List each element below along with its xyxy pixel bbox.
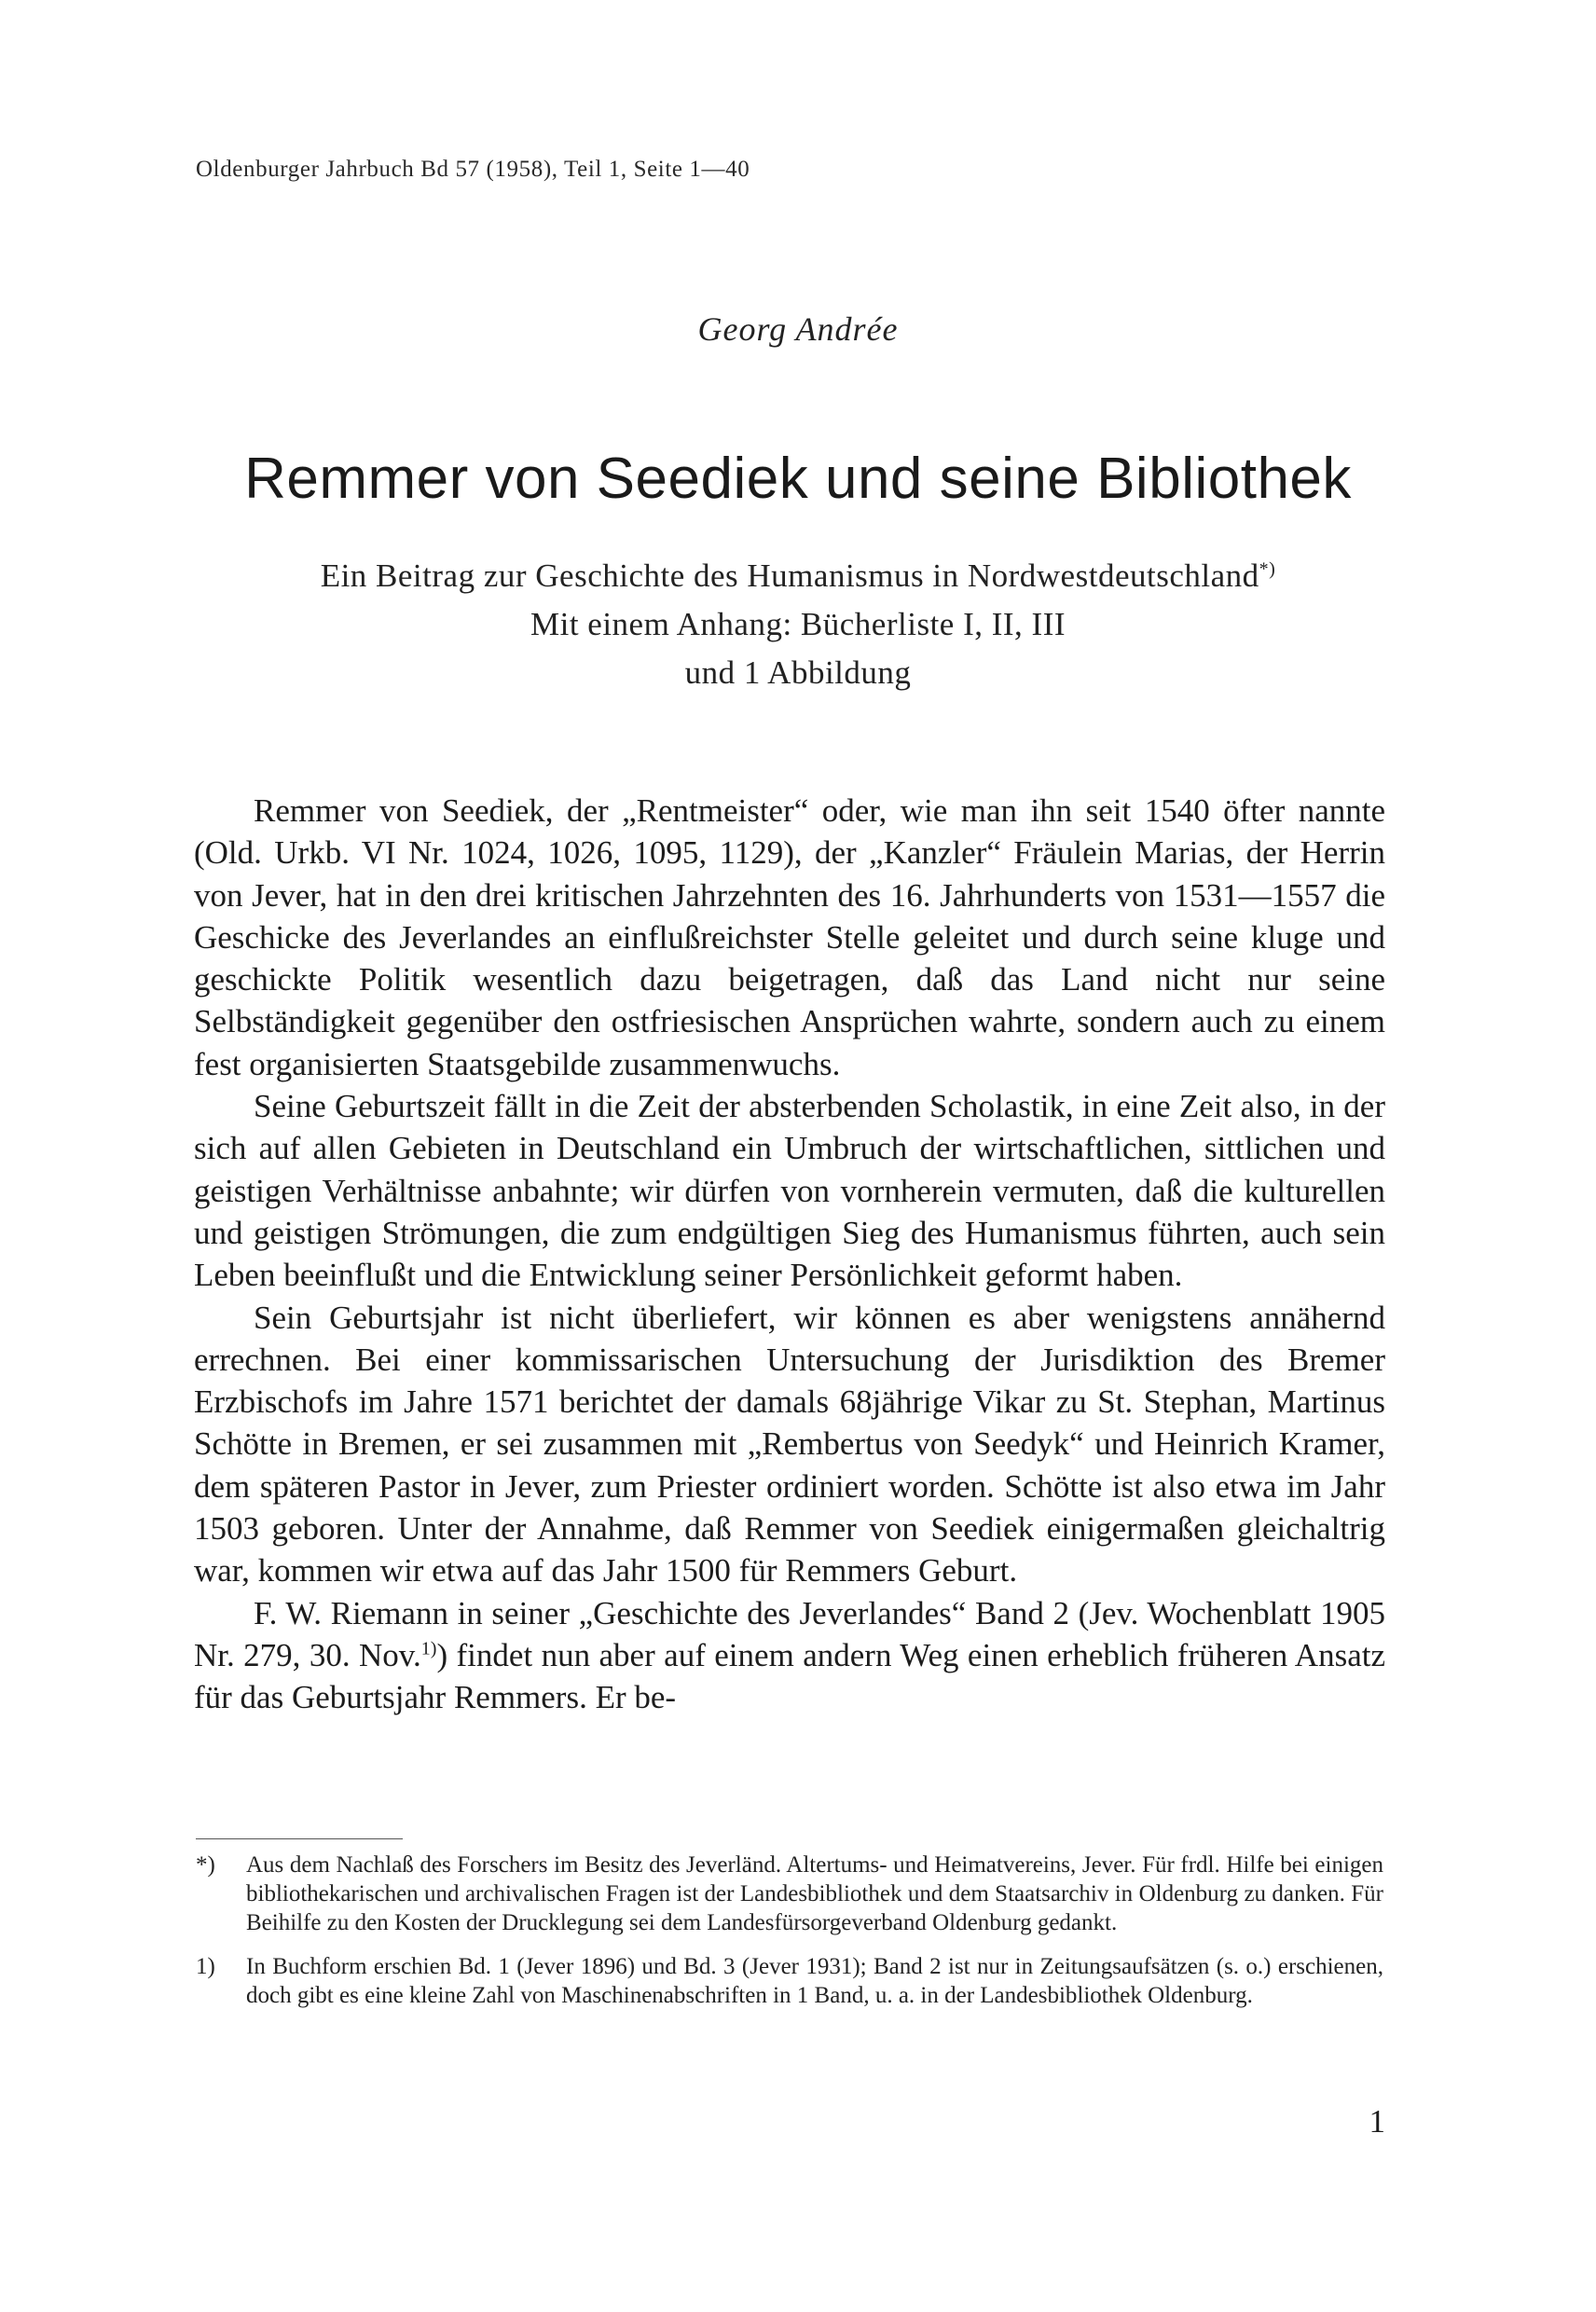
subtitle-line-3: und 1 Abbildung [684, 654, 912, 691]
footnote-ref-1: 1) [420, 1638, 437, 1659]
paragraph: Sein Geburtsjahr ist nicht überliefert, wir können es aber wenigstens annähernd errechnen. Bei einer kommissarischen Untersuchung der Jurisdiktion des Bremer Erzbischofs im Jahre 1571 berichtet der damals 68jährige Vikar zu St. Stephan, Martinus Schötte in Bremen, er sei zusammen mit „Rembertus von Seedyk“ und Heinrich Kramer, dem späteren Pastor in Jever, zum Priester ordiniert worden. Schötte ist also etwa im Jahr 1503 geboren. Unter der Annahme, daß Remmer von Seediek einigermaßen gleichaltrig war, kommen wir etwa auf das Jahr 1500 für Remmers Geburt. [194, 1299, 1385, 1590]
footnote-mark: 1) [196, 1954, 215, 1979]
paragraph-text: F. W. Riemann in seiner „Geschichte des Jeverlandes“ Band 2 (Jev. Wochenblatt 1905 Nr. 279, 30. Nov. [194, 1594, 1385, 1673]
article-body [194, 790, 1385, 1719]
footnote [196, 1952, 1383, 2010]
page-number: 1 [1369, 2103, 1385, 2140]
footnote-text: Aus dem Nachlaß des Forschers im Besitz des Jeverländ. Altertums- und Heimatvereins, Jever. Für frdl. Hilfe bei einigen bibliothekarischen und archivalischen Fragen ist der Landesbibliothek und dem Staatsarchiv in Oldenburg zu danken. Für Beihilfe zu den Kosten der Drucklegung sei dem Landesfürsorgeverband Oldenburg gedankt. [246, 1852, 1383, 1935]
paragraph-text: ) findet nun aber auf einem andern Weg einen erheblich früheren Ansatz für das Geburtsjahr Remmers. Er be- [194, 1636, 1385, 1716]
footnote-text: In Buchform erschien Bd. 1 (Jever 1896) und Bd. 3 (Jever 1931); Band 2 ist nur in Zeitungsaufsätzen (s. o.) erschienen, doch gibt es eine kleine Zahl von Maschinenabschriften in 1 Band, u. a. in der Landesbibliothek Oldenburg. [246, 1954, 1383, 2008]
running-head: Oldenburger Jahrbuch Bd 57 (1958), Teil 1, Seite 1—40 [196, 157, 750, 182]
paragraph: Remmer von Seediek, der „Rentmeister“ oder, wie man ihn seit 1540 öfter nannte (Old. Urkb. VI Nr. 1024, 1026, 1095, 1129), der „Kanzler“ Fräulein Marias, der Herrin von Jever, hat in den drei kritischen Jahrzehnten des 16. Jahrhunderts von 1531—1557 die Geschicke des Jeverlandes an einflußreichster Stelle geleitet und durch seine kluge und geschickte Politik wesentlich dazu beigetragen, daß das Land nicht nur seine Selbständigkeit gegenüber den ostfriesischen Ansprüchen wahrte, sondern auch zu einem fest organisierten Staatsgebilde zusammenwuchs. [194, 792, 1385, 1082]
paragraph: Seine Geburtszeit fällt in die Zeit der absterbenden Scholastik, in eine Zeit also, in der sich auf allen Gebieten in Deutschland ein Umbruch der wirtschaftlichen, sittlichen und geistigen Verhältnisse anbahnte; wir dürfen von vornherein vermuten, daß die kulturellen und geistigen Strömungen, die zum endgültigen Sieg des Humanismus führten, auch sein Leben beeinflußt und die Entwicklung seiner Persönlichkeit geformt haben. [194, 1088, 1385, 1294]
subtitle-text-1: Ein Beitrag zur Geschichte des Humanismus in Nordwestdeutschland [320, 557, 1259, 594]
subtitle-line-2: Mit einem Anhang: Bücherliste I, II, III [530, 606, 1066, 642]
footnote-ref-star: *) [1259, 558, 1276, 580]
paragraph [194, 1592, 1385, 1719]
author-name: Georg Andrée [697, 310, 899, 348]
subtitle-line-1 [0, 557, 1596, 595]
footnotes [196, 1851, 1383, 2010]
footnote-mark: *) [196, 1852, 215, 1878]
footnote [196, 1851, 1383, 1937]
article-title: Remmer von Seediek und seine Bibliothek [244, 447, 1352, 511]
footnote-divider [196, 1838, 403, 1839]
